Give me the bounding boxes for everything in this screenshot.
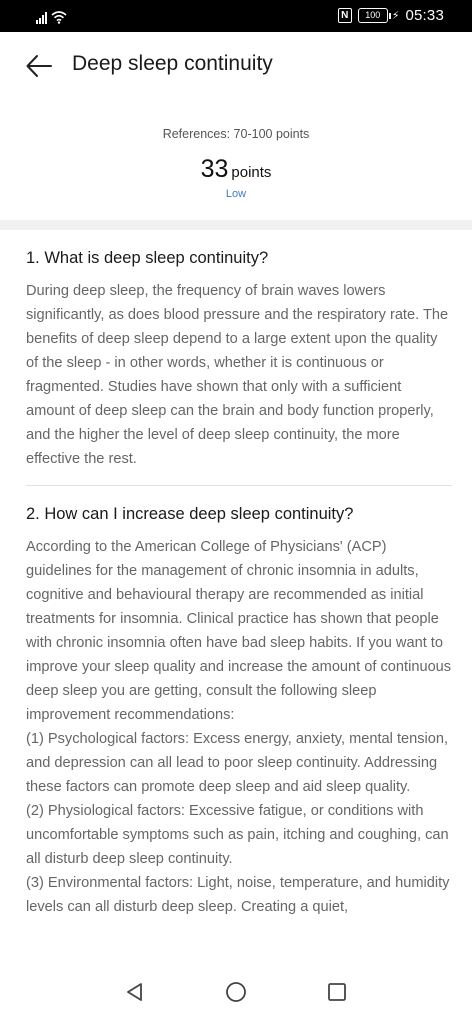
score-status: Low bbox=[225, 188, 247, 200]
app-header bbox=[0, 32, 472, 100]
score-value: 33 bbox=[200, 155, 229, 183]
section-heading: 2. How can I increase deep sleep continuity? bbox=[26, 505, 354, 523]
navigation-bar bbox=[0, 964, 472, 1024]
article bbox=[26, 230, 452, 919]
triangle-back-icon bbox=[124, 981, 146, 1003]
battery-tip bbox=[389, 13, 391, 19]
score-line bbox=[0, 155, 472, 184]
signal-icon bbox=[36, 10, 47, 24]
section-separator bbox=[0, 220, 472, 230]
arrow-left-icon bbox=[24, 52, 54, 80]
nav-home-button[interactable] bbox=[225, 981, 247, 1003]
clock: 05:33 bbox=[405, 7, 444, 24]
nav-recent-button[interactable] bbox=[326, 981, 348, 1003]
section-paragraph: (3) Environmental factors: Light, noise, temperature, and humidity levels can all disturb deep sleep. Creating a quiet, bbox=[26, 875, 450, 915]
divider bbox=[26, 485, 452, 486]
battery-icon bbox=[358, 8, 400, 23]
score-summary bbox=[0, 100, 472, 220]
nfc-icon: N bbox=[338, 8, 352, 23]
section-paragraph: During deep sleep, the frequency of brain waves lowers significantly, as does blood pressure and the respiratory rate. The benefits of deep sleep depend to a large extent upon the quality of the sleep - in other words, whether it is continuous or fragmented. Studies have shown that only with a sufficient amount of deep sleep can the brain and body function properly, and the higher the level of deep sleep continuity, the more effective the rest. bbox=[26, 283, 449, 467]
section-heading: 1. What is deep sleep continuity? bbox=[26, 249, 269, 267]
wifi-icon bbox=[51, 10, 67, 24]
status-right bbox=[338, 7, 444, 24]
section-2 bbox=[26, 505, 452, 919]
charging-icon: ⚡ bbox=[391, 10, 400, 22]
score-unit: points bbox=[231, 164, 272, 181]
battery-level: 100 bbox=[358, 8, 388, 23]
nav-back-button[interactable] bbox=[124, 981, 146, 1003]
reference-range: References: 70-100 points bbox=[162, 127, 310, 141]
status-bar bbox=[0, 0, 472, 32]
back-button[interactable] bbox=[24, 52, 54, 80]
section-paragraph: (2) Physiological factors: Excessive fatigue, or conditions with uncomfortable symptoms such as pain, itching and coughing, can all disturb deep sleep continuity. bbox=[26, 803, 449, 867]
section-1 bbox=[26, 249, 452, 471]
section-paragraph: (1) Psychological factors: Excess energy, anxiety, mental tension, and depression can all lead to poor sleep continuity. Addressing these factors can promote deep sleep and aid sleep quality. bbox=[26, 731, 449, 795]
status-left bbox=[36, 8, 67, 24]
page-title: Deep sleep continuity bbox=[72, 52, 273, 75]
circle-home-icon bbox=[225, 981, 247, 1003]
square-recent-icon bbox=[326, 981, 348, 1003]
section-paragraph: According to the American College of Physicians' (ACP) guidelines for the management of chronic insomnia in adults, cognitive and behavioural therapy are recommended as initial treatments for insomnia. Clinical practice has shown that people with chronic insomnia often have bad sleep habits. If you want to improve your sleep quality and increase the amount of continuous deep sleep you are getting, consult the following sleep improvement recommendations: bbox=[26, 539, 452, 723]
